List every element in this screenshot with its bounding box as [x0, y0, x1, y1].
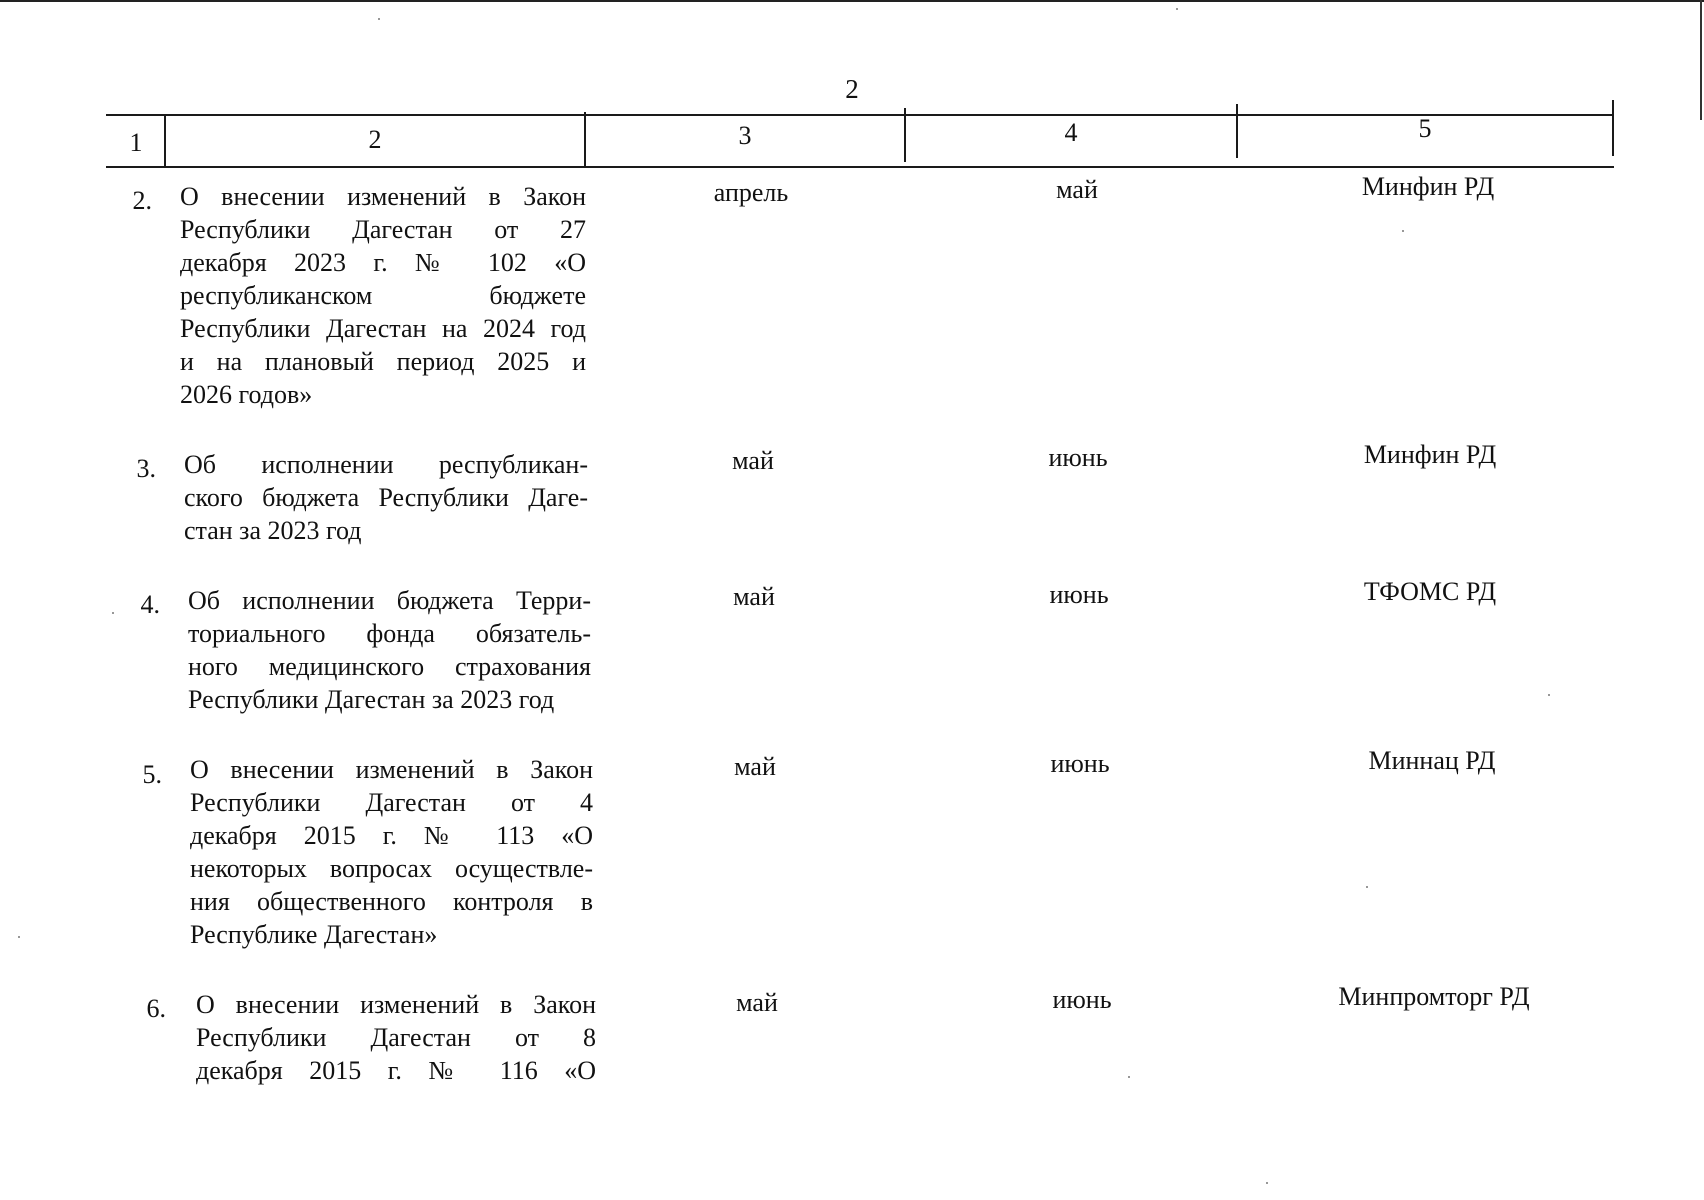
responsible-agency: Минпромторг РД: [1338, 982, 1530, 1011]
submission-month: май: [733, 582, 775, 611]
column-header-5: 5: [1418, 114, 1432, 143]
row-description: [196, 988, 596, 1087]
responsible-agency: Минфин РД: [1361, 172, 1495, 201]
review-month: май: [1056, 175, 1098, 204]
description-line: республиканском бюджете: [180, 281, 586, 310]
description-line: Республики Дагестан за 2023 год: [188, 685, 555, 714]
description-line: Республике Дагестан»: [190, 920, 438, 949]
row-description: [184, 448, 588, 547]
column-header-3: 3: [738, 121, 752, 150]
header-bottom-border: [106, 166, 1614, 168]
column-header-1: 1: [129, 128, 143, 157]
row-number: 6.: [146, 994, 166, 1023]
description-line: Республики Дагестан от 27: [180, 215, 586, 244]
scan-speck: [1128, 1076, 1130, 1078]
description-line: декабря 2023 г. № 102 «О: [180, 248, 586, 277]
scan-speck: [1366, 886, 1368, 888]
column-header-2: 2: [368, 125, 382, 154]
header-right-border: [1612, 100, 1614, 156]
description-line: О внесении изменений в Закон: [180, 182, 586, 211]
review-month: июнь: [1048, 443, 1108, 472]
description-line: Республики Дагестан от 8: [196, 1023, 596, 1052]
description-line: Республики Дагестан от 4: [190, 788, 593, 817]
description-line: декабря 2015 г. № 116 «О: [196, 1056, 596, 1085]
scan-speck: [112, 612, 114, 614]
submission-month: май: [736, 988, 778, 1017]
responsible-agency: Миннац РД: [1368, 746, 1496, 775]
row-description: [188, 584, 591, 716]
row-number: 4.: [140, 590, 160, 619]
description-line: и на плановый период 2025 и: [180, 347, 586, 376]
row-description: [190, 753, 593, 951]
scan-speck: [1548, 694, 1550, 696]
scan-top-edge: [0, 0, 1704, 2]
row-description: [180, 180, 586, 411]
description-line: О внесении изменений в Закон: [196, 990, 596, 1019]
description-line: ториального фонда обязатель-: [188, 619, 591, 648]
submission-month: май: [732, 446, 774, 475]
scan-speck: [378, 18, 380, 20]
description-line: Республики Дагестан на 2024 год: [180, 314, 586, 343]
scan-speck: [1176, 8, 1178, 10]
row-number: 2.: [132, 186, 152, 215]
description-line: 2026 годов»: [180, 380, 313, 409]
scan-speck: [1402, 230, 1404, 232]
description-line: ского бюджета Республики Даге-: [184, 483, 588, 512]
submission-month: май: [734, 752, 776, 781]
description-line: декабря 2015 г. № 113 «О: [190, 821, 593, 850]
row-number: 5.: [142, 760, 162, 789]
page-number: 2: [845, 74, 859, 104]
column-header-4: 4: [1064, 118, 1078, 147]
review-month: июнь: [1049, 580, 1109, 609]
description-line: некоторых вопросах осуществле-: [190, 854, 593, 883]
responsible-agency: ТФОМС РД: [1363, 577, 1497, 606]
description-line: ния общественного контроля в: [190, 887, 593, 916]
submission-month: апрель: [713, 178, 789, 207]
description-line: Об исполнении бюджета Терри-: [188, 586, 591, 615]
review-month: июнь: [1050, 749, 1110, 778]
scan-speck: [1266, 1182, 1268, 1184]
description-line: ного медицинского страхования: [188, 652, 591, 681]
description-line: Об исполнении республикан-: [184, 450, 588, 479]
description-line: стан за 2023 год: [184, 516, 362, 545]
description-line: О внесении изменений в Закон: [190, 755, 593, 784]
review-month: июнь: [1052, 985, 1112, 1014]
row-number: 3.: [136, 454, 156, 483]
responsible-agency: Минфин РД: [1363, 440, 1497, 469]
scan-speck: [18, 936, 20, 938]
